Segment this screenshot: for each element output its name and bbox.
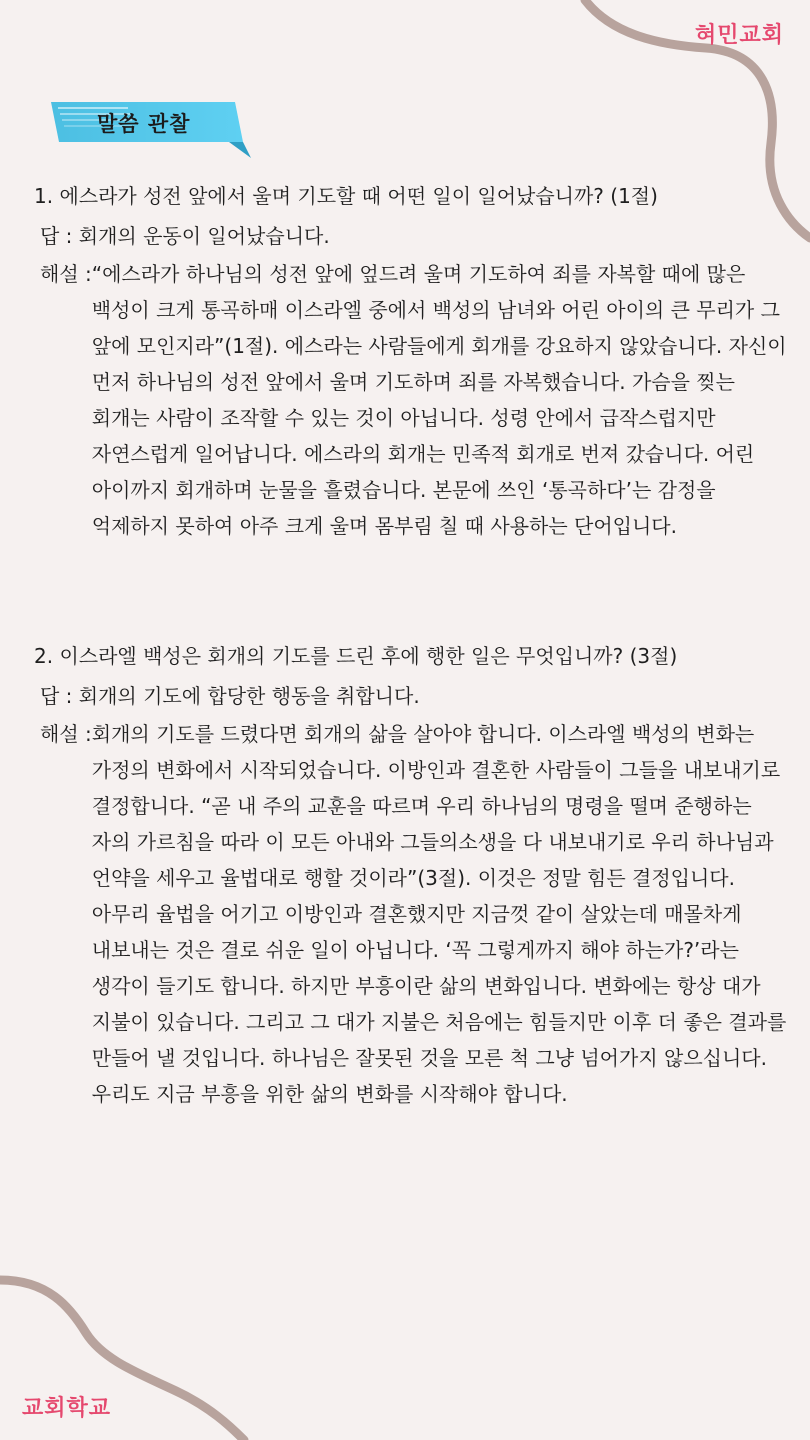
church-brand-top: 혀민교회 bbox=[694, 23, 784, 48]
answer-2: 답 : 회개의 기도에 합당한 행동을 취합니다. bbox=[40, 684, 420, 708]
question-1: 1. 에스라가 성전 앞에서 울며 기도할 때 어떤 일이 일어났습니까? (1절) bbox=[34, 184, 658, 208]
section-banner bbox=[45, 96, 255, 164]
commentary-text-2: 회개의 기도를 드렸다면 회개의 삶을 살아야 합니다. 이스라엘 백성의 변화는 가정의 변화에서 시작되었습니다. 이방인과 결혼한 사람들이 그들을 내보내기로 결정합니다. “곧 내 주의 교훈을 따르며 우리 하나님의 명령을 떨며 준행하는 자의 가르침을 따라 이 모든 아내와 그들의소생을 다 내보내기로 우리 하나님과 언약을 세우고 율법대로 행할 것이라”(3절). 이것은 정말 힘든 결정입니다. 아무리 율법을 어기고 이방인과 결혼했지만 지금껏 같이 살았는데 매몰차게 내보내는 것은 결로 쉬운 일이 아닙니다. ‘꼭 그렇게까지 해야 하는가?’라는 생각이 들기도 합니다. 하지만 부흥이란 삶의 변화입니다. 변화에는 항상 대가 지불이 있습니다. 그리고 그 대가 지불은 처음에는 힘들지만 이후 더 좋은 결과를 만들어 낼 것입니다. 하나님은 잘못된 것을 모른 척 그냥 넘어가지 않으십니다. 우리도 지금 부흥을 위한 삶의 변화를 시작해야 합니다. bbox=[91, 722, 787, 1106]
commentary-2 bbox=[40, 716, 790, 1112]
commentary-1 bbox=[40, 256, 790, 544]
commentary-label-1: 해설 : bbox=[40, 262, 92, 286]
answer-1: 답 : 회개의 운동이 일어났습니다. bbox=[40, 224, 330, 248]
question-2: 2. 이스라엘 백성은 회개의 기도를 드린 후에 행한 일은 무엇입니까? (3절) bbox=[34, 644, 678, 668]
content-area bbox=[34, 178, 790, 1112]
commentary-label-2: 해설 : bbox=[40, 722, 92, 746]
commentary-text-1: “에스라가 하나님의 성전 앞에 엎드려 울며 기도하여 죄를 자복할 때에 많은 백성이 크게 통곡하매 이스라엘 중에서 백성의 남녀와 어린 아이의 큰 무리가 그 앞에 모인지라”(1절). 에스라는 사람들에게 회개를 강요하지 않았습니다. 자신이 먼저 하나님의 성전 앞에서 울며 기도하며 죄를 자복했습니다. 가슴을 찢는 회개는 사람이 조작할 수 있는 것이 아닙니다. 성령 안에서 급작스럽지만 자연스럽게 일어납니다. 에스라의 회개는 민족적 회개로 번져 갔습니다. 어린 아이까지 회개하며 눈물을 흘렸습니다. 본문에 쓰인 ‘통곡하다’는 감정을 억제하지 못하여 아주 크게 울며 몸부림 칠 때 사용하는 단어입니다. bbox=[91, 262, 787, 538]
church-school-brand-bottom: 교회학교 bbox=[22, 1396, 112, 1421]
qa-block-1 bbox=[34, 178, 790, 544]
qa-block-2 bbox=[34, 638, 790, 1112]
section-title: 말씀 관찰 bbox=[97, 112, 191, 136]
